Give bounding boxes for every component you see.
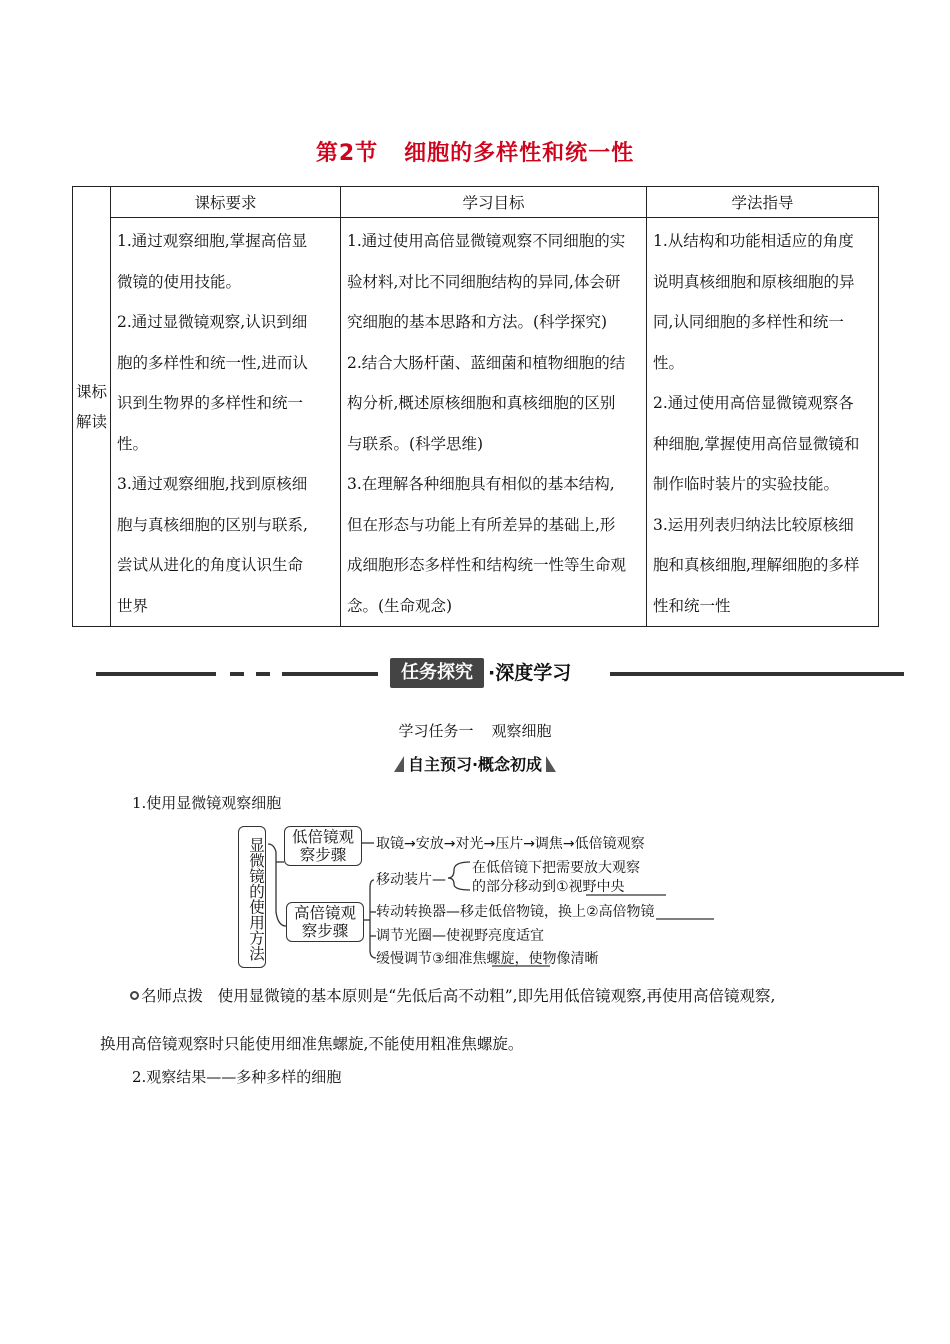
table-side-label: 课标 解读 [73, 187, 111, 627]
header-requirements: 课标要求 [111, 187, 341, 218]
high-step-2: 转动转换器—移走低倍物镜，换上②高倍物镜 [376, 904, 655, 920]
high-step-1-line1: 在低倍镜下把需要放大观察 [472, 860, 640, 876]
high-step-4: 缓慢调节③细准焦螺旋，使物像清晰 [376, 951, 599, 967]
banner-highlight: 任务探究 [390, 658, 484, 688]
curriculum-standard-table [72, 186, 879, 627]
answer-2: 高倍物镜 [598, 904, 655, 920]
banner-line-mid [282, 672, 378, 676]
diagram-root-box: 显微镜的使用方法 [238, 826, 266, 968]
table-line: 胞与真核细胞的区别与联系, [117, 515, 308, 534]
section-number: 第2节 [315, 141, 379, 166]
requirements-cell [111, 218, 341, 627]
triangle-left-icon [394, 756, 404, 772]
header-guidance: 学法指导 [647, 187, 879, 218]
task-heading: 学习任务一 观察细胞 [398, 722, 552, 740]
teacher-tip: 名师点拨 使用显微镜的基本原则是“先低后高不动粗”,即先用低倍镜观察,再使用高倍镜观察, 换用高倍镜观察时只能使用细准焦螺旋,不能使用粗准焦螺旋。 [100, 987, 776, 1053]
section-title [0, 136, 950, 167]
table-line: 世界 [117, 596, 149, 615]
table-line: 制作临时装片的实验技能。 [653, 475, 840, 493]
table-line: 验材料,对比不同细胞结构的异同,体会研 [347, 272, 621, 291]
table-body-row [73, 218, 879, 627]
table-line: 胞的多样性和统一性,进而认 [117, 353, 308, 372]
table-line: 微镜的使用技能。 [117, 272, 242, 291]
tip-icon [130, 991, 139, 1000]
high-step-3: 调节光圈—使视野亮度适宜 [376, 928, 544, 944]
table-line: 但在形态与功能上有所差异的基础上,形 [347, 515, 616, 534]
answer-1: 视野中央 [568, 879, 625, 895]
table-line: 3.在理解各种细胞具有相似的基本结构, [347, 475, 615, 493]
banner-line-right [610, 672, 904, 676]
table-line: 1.通过使用高倍显微镜观察不同细胞的实 [347, 232, 626, 250]
table-line: 2.通过使用高倍显微镜观察各 [653, 394, 854, 412]
table-line: 1.从结构和功能相适应的角度 [653, 232, 854, 250]
table-line: 2.通过显微镜观察,认识到细 [117, 313, 308, 331]
guidance-cell [647, 218, 879, 627]
high-power-box: 高倍镜观察步骤 [286, 902, 364, 942]
subheading: 自主预习·概念初成 [0, 752, 950, 775]
item-1: 1.使用显微镜观察细胞 [132, 794, 282, 812]
high-step-1-line2: 的部分移动到①视野中央 [472, 879, 625, 895]
table-line: 2.结合大肠杆菌、蓝细菌和植物细胞的结 [347, 353, 626, 372]
table-line: 性。 [653, 353, 685, 372]
banner-dash [256, 672, 270, 676]
table-line: 构分析,概述原核细胞和真核细胞的区别 [347, 394, 616, 412]
table-line: 1.通过观察细胞,掌握高倍显 [117, 232, 308, 250]
table-line: 种细胞,掌握使用高倍显微镜和 [653, 434, 860, 453]
item-2: 2.观察结果——多种多样的细胞 [132, 1068, 342, 1086]
table-line: 同,认同细胞的多样性和统一 [653, 313, 844, 331]
section-name: 细胞的多样性和统一性 [404, 141, 635, 166]
header-objectives: 学习目标 [341, 187, 647, 218]
banner-line-left [96, 672, 216, 676]
table-line: 3.通过观察细胞,找到原核细 [117, 475, 308, 493]
microscope-method-diagram [234, 822, 724, 972]
objectives-cell [341, 218, 647, 627]
table-line: 3.运用列表归纳法比较原核细 [653, 515, 854, 534]
section-banner [96, 656, 904, 696]
banner-dash [230, 672, 244, 676]
table-line: 与联系。(科学思维) [347, 434, 484, 453]
table-line: 尝试从进化的角度认识生命 [117, 556, 304, 574]
answer-3: 细准焦螺旋 [444, 951, 515, 967]
table-line: 性和统一性 [653, 596, 731, 615]
table-line: 究细胞的基本思路和方法。(科学探究) [347, 313, 608, 331]
table-line: 识到生物界的多样性和统一 [117, 394, 304, 412]
table-header-row [73, 187, 879, 218]
table-line: 念。(生命观念) [347, 596, 453, 615]
banner-rest: ·深度学习 [488, 662, 572, 684]
table-line: 胞和真核细胞,理解细胞的多样 [653, 556, 860, 574]
table-line: 成细胞形态多样性和结构统一性等生命观 [347, 556, 627, 574]
triangle-right-icon [546, 756, 556, 772]
table-line: 说明真核细胞和原核细胞的异 [653, 272, 855, 291]
low-power-steps: 取镜→安放→对光→压片→调焦→低倍镜观察 [376, 836, 645, 852]
tip-label: 名师点拨 [141, 987, 204, 1005]
table-line: 性。 [117, 434, 149, 453]
high-step-1-name: 移动装片— [376, 872, 446, 888]
low-power-box: 低倍镜观察步骤 [284, 826, 362, 866]
